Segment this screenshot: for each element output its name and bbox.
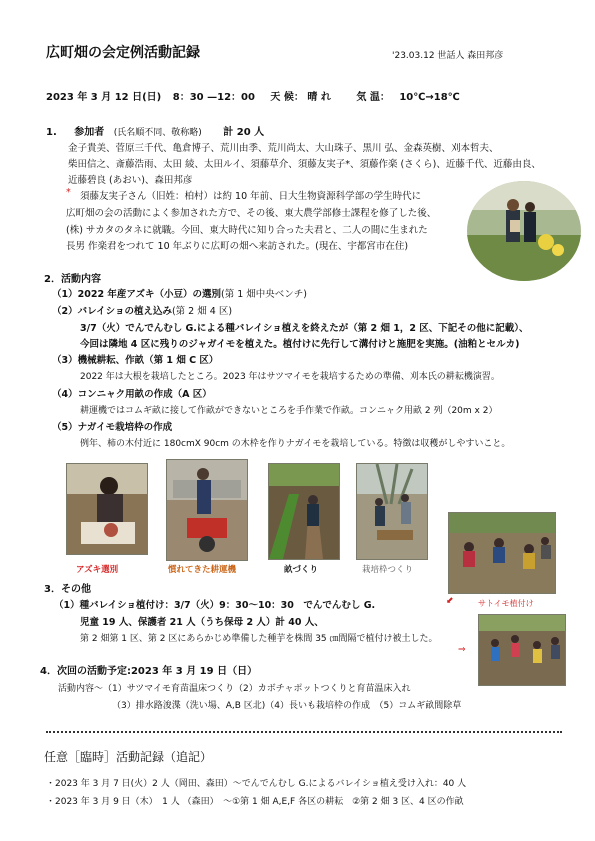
footnote-line: 須藤友実子さん（旧姓：柏村）は約 10 年前、日大生物資源科学部の学生時代に — [80, 191, 422, 202]
activity-3-detail: 2022 年は大根を栽培したところ。2023 年はサツマイモを栽培するための準備、刈本氏の耕耘機演習。 — [80, 372, 500, 382]
next-line: （3）排水路浚渫（洗い場、A,B 区北)（4）長いも栽培枠の作成 （5）コムギ畝間除草 — [112, 701, 462, 711]
footnote-line: (株) サカタのタネに就職。今回、東大時代に知り合った夫君と、二人の間に生まれた — [66, 225, 428, 236]
others-line: 児童 19 人、保護者 21 人（うち保母 2 人）計 40 人、 — [80, 617, 324, 628]
activity-2-detail: 3/7（火）でんでんむし G.による種バレイショ植えを終えたが（第 2 畑 1，2 区、下記その他に記載）、 — [80, 323, 529, 334]
footnote-line: 広町畑の会の活動によく参加された方で、その後、東大農学部修士課程を修了した後、 — [66, 208, 437, 219]
participants-num: 1. — [46, 127, 57, 138]
footnote-mark: * — [66, 187, 71, 198]
temp-label: 気 温： — [356, 92, 390, 103]
activities-heading: 2．活動内容 — [44, 274, 101, 285]
date-line — [46, 88, 460, 103]
record-time: 8：30 —12：00 — [172, 92, 255, 103]
photo-caption: アズキ選別 — [76, 565, 119, 575]
participants-total: 計 20 人 — [223, 127, 265, 138]
activity-item-5: （5）ナガイモ栽培枠の作成 — [52, 422, 173, 433]
activity-item-1: （1）2022 年産アズキ（小豆）の選別(第 1 畑中央ベンチ) — [52, 289, 307, 300]
photo-caption: 畝づくり — [284, 565, 319, 575]
weather-value: 晴 れ — [307, 92, 331, 103]
bed-making-photo — [268, 463, 340, 560]
arrow-up-icon: ⬋ — [446, 596, 454, 606]
photo-caption: 慣れてきた耕運機 — [168, 565, 237, 575]
temp-value: 10℃→18℃ — [399, 92, 460, 103]
footnote-line: 長男 作楽君をつれて 10 年ぶりに広町の畑へ来訪された。(現在、宇都宮市在住) — [66, 241, 409, 252]
photo-caption: サトイモ植付け — [478, 599, 534, 608]
activity-item-2: （2）バレイショの植え込み(第 2 畑 4 区) — [52, 306, 233, 317]
arrow-right-icon: ⇒ — [458, 645, 466, 655]
activity-5-detail: 例年、柿の木付近に 180cmX 90cm の木枠を作りナガイモを栽培している。特徴は収穫がしやすいこと。 — [80, 439, 511, 449]
visitor-family-photo — [466, 180, 582, 282]
next-heading: 4．次回の活動予定:2023 年 3 月 19 日（日） — [40, 666, 258, 677]
taro-planting-photo — [448, 512, 556, 594]
extra-line: ・2023 年 3 月 9 日（木） 1 人 （森田） 〜①第 1 畑 A,E,F 各区の耕耘 ②第 2 畑 3 区、4 区の作畝 — [46, 797, 464, 807]
record-meta: '23.03.12 世話人 森田邦彦 — [392, 51, 504, 61]
tiller-photo — [166, 459, 248, 561]
frame-making-photo — [356, 463, 428, 560]
photo-caption: 栽培枠つくり — [362, 565, 414, 575]
record-date: 2023 年 3 月 12 日(日) — [46, 92, 162, 103]
section-divider — [46, 731, 562, 733]
weather-label: 天 候： — [270, 92, 304, 103]
others-heading: 3．その他 — [44, 584, 91, 595]
participant-line: 近藤碧良 (あおい)、森田邦彦 — [68, 175, 193, 186]
participants-label: 参加者 — [74, 127, 105, 138]
activity-4-detail: 耕運機ではコムギ畝に接して作畝ができないところを手作業で作畝。コンニャク用畝 2 列（20m x 2） — [80, 406, 498, 416]
others-line: （1）種バレイショ植付け：3/7（火）9：30〜10：30 でんでんむし G. — [54, 600, 376, 611]
activity-item-3: （3）機械耕耘、作畝（第 1 畑 C 区） — [52, 355, 219, 366]
activity-2-detail: 今回は隣地 4 区に残りのジャガイモを植えた。植付けに先行して溝付けと施肥を実施。(油粕とセルカ) — [80, 339, 520, 350]
participants-heading — [46, 123, 264, 138]
activity-item-4: （4）コンニャク用畝の作成（A 区） — [52, 389, 212, 400]
page-title: 広町畑の会定例活動記録 — [46, 45, 200, 61]
participant-line: 金子貴美、菅原三千代、亀倉博子、荒川由季、荒川尚太、大山珠子、黒川 弘、金森英樹、刈本哲夫、 — [68, 143, 499, 154]
next-line: 活動内容〜（1）サツマイモ育苗温床つくり（2）カボチャポットつくりと育苗温床入れ — [58, 684, 411, 694]
seed-potato-planting-photo — [478, 614, 566, 686]
extra-heading: 任意［臨時］活動記録（追記） — [44, 750, 213, 764]
others-line: 第 2 畑第 1 区、第 2 区にあらかじめ準備した種芋を株間 35 ㎝間隔で植付け被土した。 — [80, 634, 438, 644]
azuki-sorting-photo — [66, 463, 148, 555]
participants-note: (氏名順不同、敬称略) — [113, 128, 202, 138]
participant-line: 柴田信之、斎藤浩雨、太田 綾、太田ルイ、須藤草介、須藤友実子*、須藤作楽 (さくら)、近藤千代、近藤由良、 — [68, 159, 541, 170]
extra-line: ・2023 年 3 月 7 日(火）2 人（岡田、森田）〜でんでんむし G.によるバレイショ植え受け入れ：40 人 — [46, 779, 467, 789]
